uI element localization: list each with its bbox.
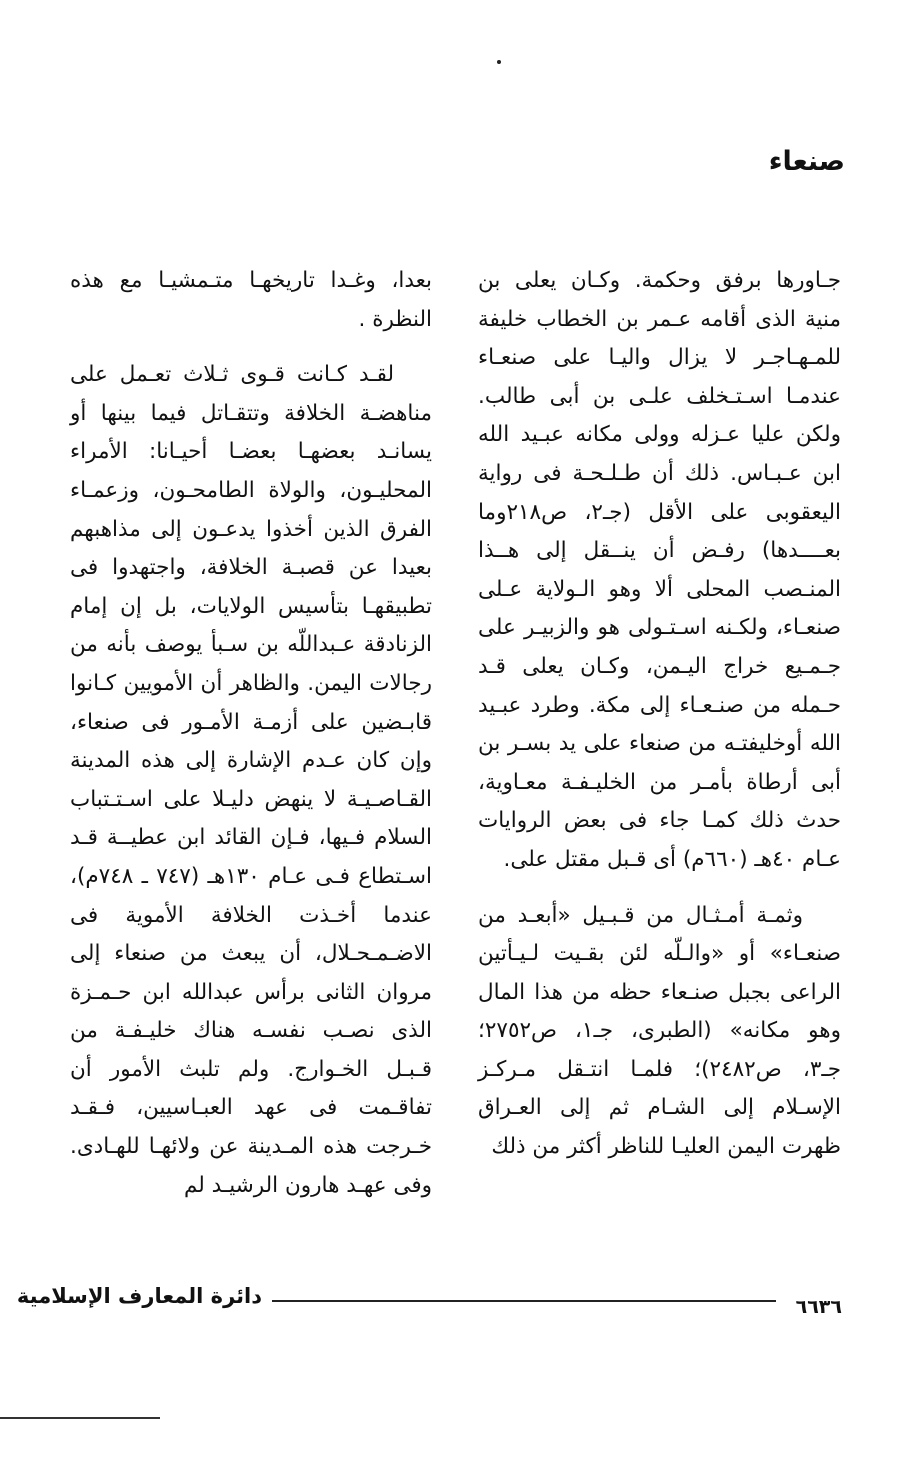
page-number: ٦٦٣٦ [776, 1296, 842, 1318]
paragraph: بعدا، وغـدا تاريخهـا متـمشيـا مع هذه النظرة . [70, 268, 432, 332]
footer-publication-title: دائرة المعارف الإسلامية [16, 1284, 262, 1308]
page-header-title: صنعاء [768, 146, 845, 177]
footer-divider [272, 1300, 834, 1302]
scan-dot [497, 60, 501, 64]
left-column [70, 262, 432, 1205]
right-column [478, 262, 841, 1167]
paragraph: وثمـة أمـثـال من قـبـيل «أبعـد من صنعـاء» أو «والـلّه لئن بقـيت لـيـأتين الراعى بجبل صنـعاء حظه من هذا المال وهو مكانه» (الطبرى، جـ١، ص٢٧٥٢؛ جـ٣، ص٢٤٨٢)؛ فلمـا انتـقل مـركـز الإسـلام إلى الشـام ثم إلى العـراق ظهرت اليمن العليـا للناظر أكثر من ذلك [478, 902, 841, 1160]
scan-edge-mark [0, 1417, 160, 1419]
paragraph: جـاورها برفق وحكمة. وكـان يعلى بن منية الذى أقامه عـمر بن الخطاب خليفة للمـهـاجـر لا يزال واليـا على صنعـاء عندمـا اسـتـخلف علـى بن أبى طالب. ولكن عليا عـزله وولى مكانه عبـيد الله ابن عـبـاس. ذلك أن طـلـحـة فى رواية اليعقوبى على الأقل (جـ٢، ص٢١٨وما بعــــدها) رفـض أن ينــقل إلى هــذا المنـصب المحلى ألا وهو الـولاية عـلى صنعـاء، ولكـنه اسـتـولى هو والزبيـر على جـمـيع خراج اليـمن، وكـان يعلى قـد حـمله من صنـعـاء إلى مكة. وطرد عبـيد الله أوخليفتـه من صنعاء على يد بسـر بن أبى أرطاة بأمـر من الخليـفـة معـاوية، حدث ذلك كمـا جاء فى بعض الروايات عـام ٤٠هـ (٦٦٠م) أى قـبل مقتل على. [478, 268, 841, 872]
paragraph: لقـد كـانت قـوى ثـلاث تعـمل على مناهضـة الخلافة وتتقـاتل فيما بينها أو يسانـد بعضهـا بعضـا أحيـانا: الأمراء المحليـون، والولاة الطامحـون، وزعمـاء الفرق الذين أخذوا يدعـون إلى مذاهبهم بعيدا عن قصبـة الخلافة، واجتهدوا فى تطبيقهـا بتأسيس الولايات، بل إن إمام الزنادقة عـبداللّه بن سـبأ يوصف بأنه من رجالات اليمن. والظاهر أن الأمويين كـانوا قابـضين على أزمـة الأمـور فى صنعاء، وإن كان عـدم الإشارة إلى هذه المدينة القـاصـيـة لا ينهض دليـلا على اسـتـتباب السلام فـيها، فـإن القائد ابن عطيــة قـد اسـتطاع فـى عـام ١٣٠هـ (٧٤٧ ـ ٧٤٨م)، عندما أخـذت الخلافة الأموية فى الاضـمـحـلال، أن يبعث من صنعاء إلى مروان الثانى برأس عبدالله ابن حـمـزة الذى نصـب نفسـه هناك خليـفـة من قـبـل الخـوارج. ولم تلبث الأمور أن تفاقـمت فى عهد العبـاسيين، فـقـد خـرجت هذه المـدينة عن ولائهـا للهـادى. وفى عهـد هارون الرشيـد لم [70, 362, 433, 1198]
